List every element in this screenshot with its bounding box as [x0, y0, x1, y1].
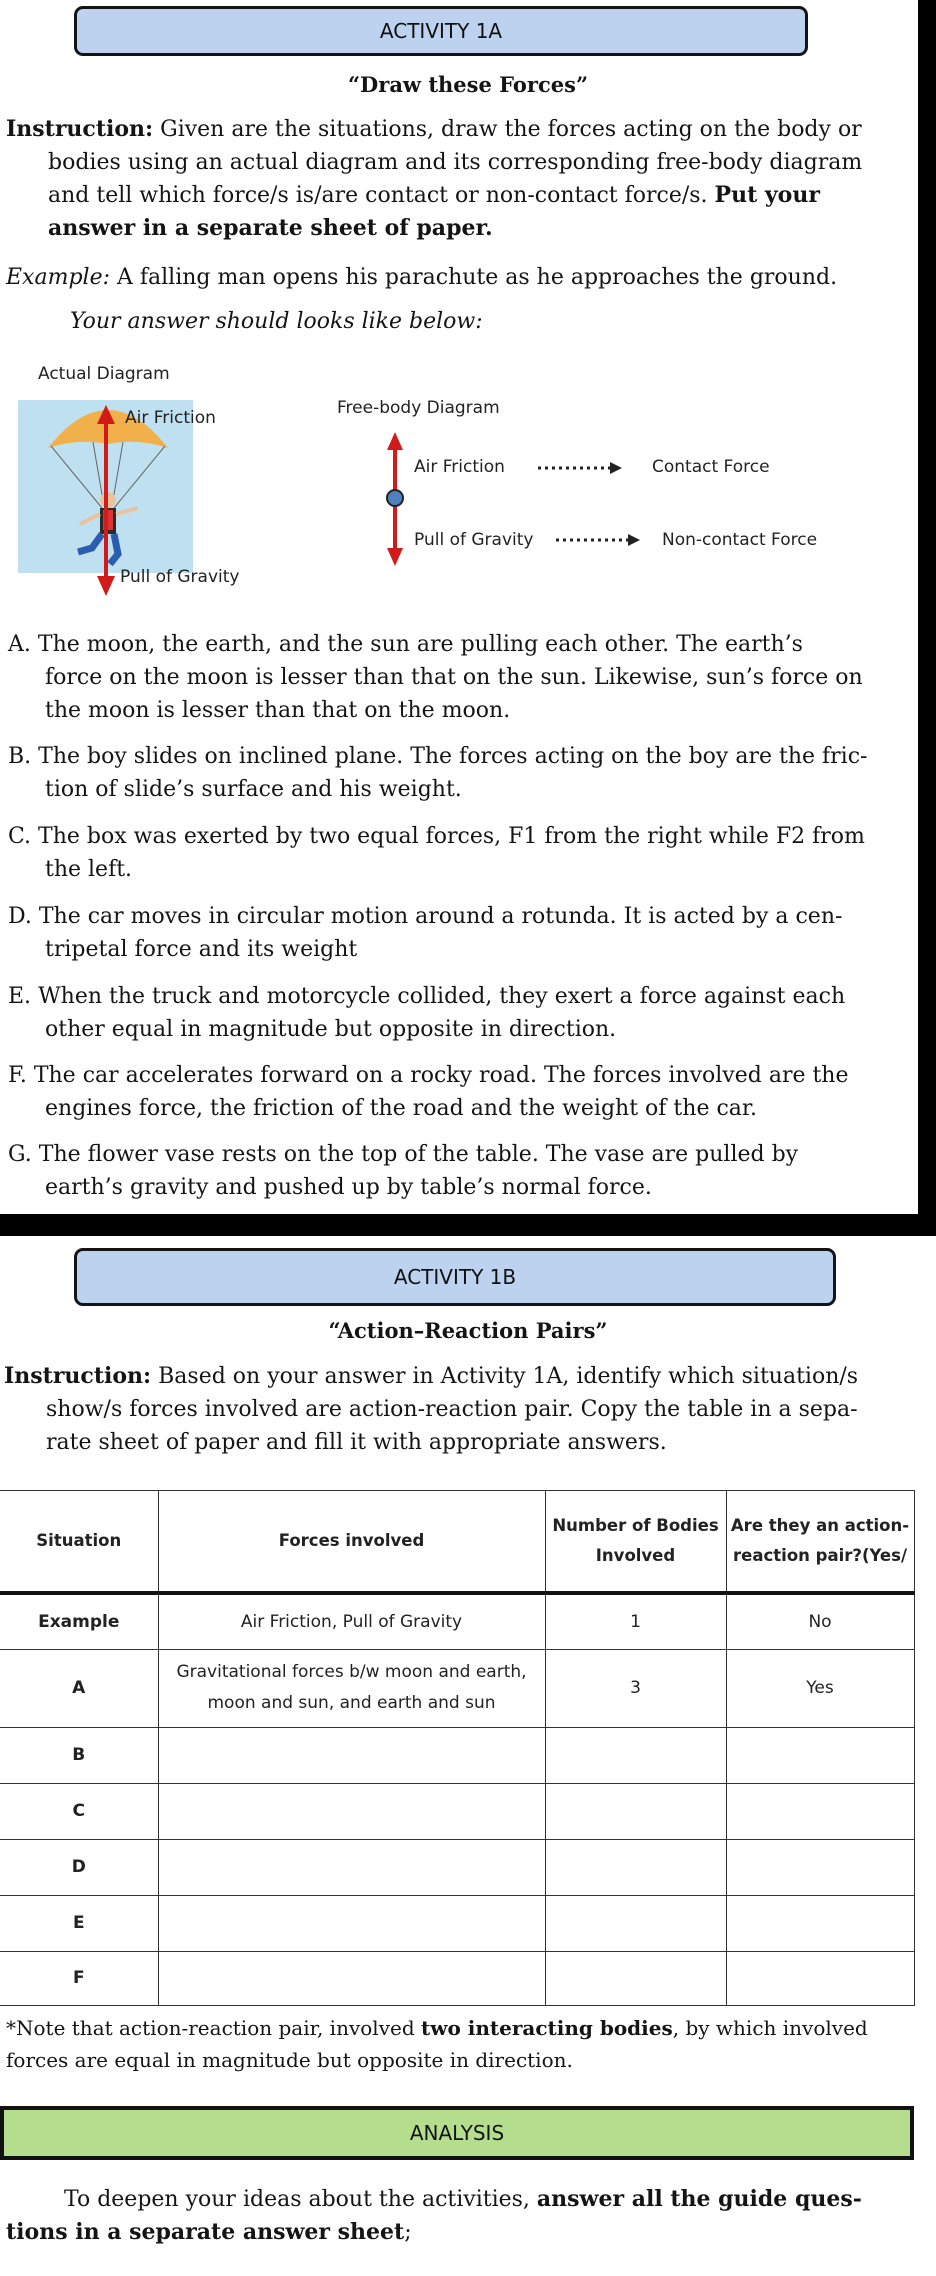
pull-of-gravity-label: Pull of Gravity	[120, 567, 240, 587]
header-forces: Forces involved	[158, 1491, 545, 1594]
analysis-text: To deepen your ideas about the activities, answer all the guide ques- tions in a separate answer sheet;	[6, 2186, 862, 2245]
activity-1a-title: “Draw these Forces”	[347, 72, 589, 97]
situation-f: F. The car accelerates forward on a rocky road. The forces involved are the engines force, the friction of the road and the weight of the car.	[8, 1063, 849, 1121]
instruction-line-1: Instruction: Given are the situations, draw the forces acting on the body or	[6, 116, 862, 142]
right-edge-bar	[918, 0, 936, 1236]
noncontact-force-label: Non-contact Force	[662, 530, 818, 550]
table-row: D	[0, 1839, 914, 1895]
activity-1b-title: “Action–Reaction Pairs”	[328, 1318, 608, 1343]
situation-e: E. When the truck and motorcycle collided, they exert a force against each other equal in magnitude but opposite in direction.	[8, 984, 846, 1042]
header-situation: Situation	[0, 1491, 158, 1594]
example-line	[6, 261, 837, 294]
header-bodies: Number of Bodies Involved	[545, 1491, 726, 1594]
table-row: F	[0, 1951, 914, 2005]
fbd-title: Free-body Diagram	[337, 398, 500, 418]
activity-1b-heading-text: ACTIVITY 1B	[393, 1265, 517, 1289]
situation-b: B. The boy slides on inclined plane. The forces acting on the boy are the fric- tion of slide’s surface and his weight.	[8, 744, 868, 802]
example-label: Example:	[6, 265, 110, 290]
activity-1a-heading	[74, 6, 808, 56]
header-pair: Are they an action- reaction pair?(Yes/	[726, 1491, 914, 1594]
instruction-label: Instruction:	[6, 116, 154, 142]
situation-c: C. The box was exerted by two equal forces, F1 from the right while F2 from the left.	[8, 824, 865, 882]
free-body-diagram	[380, 430, 410, 570]
situation-g: G. The flower vase rests on the top of the table. The vase are pulled by earth’s gravity and pushed up by table’s normal force.	[8, 1142, 799, 1200]
analysis-heading	[0, 2106, 914, 2160]
instruction-line-4: answer in a separate sheet of paper.	[48, 215, 493, 241]
activity-1b-heading	[74, 1248, 836, 1306]
example-text: A falling man opens his parachute as he approaches the ground.	[110, 265, 838, 290]
table-row: B	[0, 1727, 914, 1783]
table-row: E	[0, 1895, 914, 1951]
activity-1a-heading-text: ACTIVITY 1A	[379, 19, 503, 43]
table-header-row	[0, 1491, 914, 1594]
table-row: C	[0, 1783, 914, 1839]
activity-1b-instruction: Instruction: Based on your answer in Activity 1A, identify which situation/s show/s forces involved are action-reaction pair. Copy the table in a sepa- rate sheet of paper and fill it with appropriate answers.	[4, 1363, 859, 1455]
instruction-line-3: and tell which force/s is/are contact or non-contact force/s. Put your	[48, 182, 820, 208]
fbd-body-point	[387, 490, 403, 506]
table-note: *Note that action-reaction pair, involved two interacting bodies, by which involved forces are equal in magnitude but opposite in direction.	[6, 2016, 868, 2072]
fbd-air-friction-label: Air Friction	[414, 457, 505, 477]
answer-hint: Your answer should looks like below:	[70, 309, 483, 334]
section-divider	[0, 1214, 936, 1236]
situation-a: A. The moon, the earth, and the sun are pulling each other. The earth’s force on the moon is lesser than that on the sun. Likewise, sun’s force on the moon is lesser than that on the moon.	[8, 632, 863, 723]
actual-diagram-title: Actual Diagram	[38, 364, 170, 384]
table-row: A Gravitational forces b/w moon and earth, moon and sun, and earth and sun 3 Yes	[0, 1649, 914, 1727]
instruction-line-2: bodies using an actual diagram and its corresponding free-body diagram	[48, 150, 863, 175]
analysis-heading-text: ANALYSIS	[409, 2121, 505, 2145]
table-row: Example Air Friction, Pull of Gravity 1 No	[0, 1593, 914, 1649]
fbd-pull-of-gravity-label: Pull of Gravity	[414, 530, 534, 550]
noncontact-arrow	[554, 533, 644, 547]
instruction-1b-label: Instruction:	[4, 1363, 152, 1389]
contact-force-label: Contact Force	[652, 457, 770, 477]
air-friction-label: Air Friction	[125, 408, 216, 428]
activity-1a-instruction	[6, 113, 862, 245]
action-reaction-table	[0, 1490, 915, 2006]
contact-arrow	[536, 461, 626, 475]
situation-d: D. The car moves in circular motion around a rotunda. It is acted by a cen- tripetal force and its weight	[8, 904, 843, 962]
